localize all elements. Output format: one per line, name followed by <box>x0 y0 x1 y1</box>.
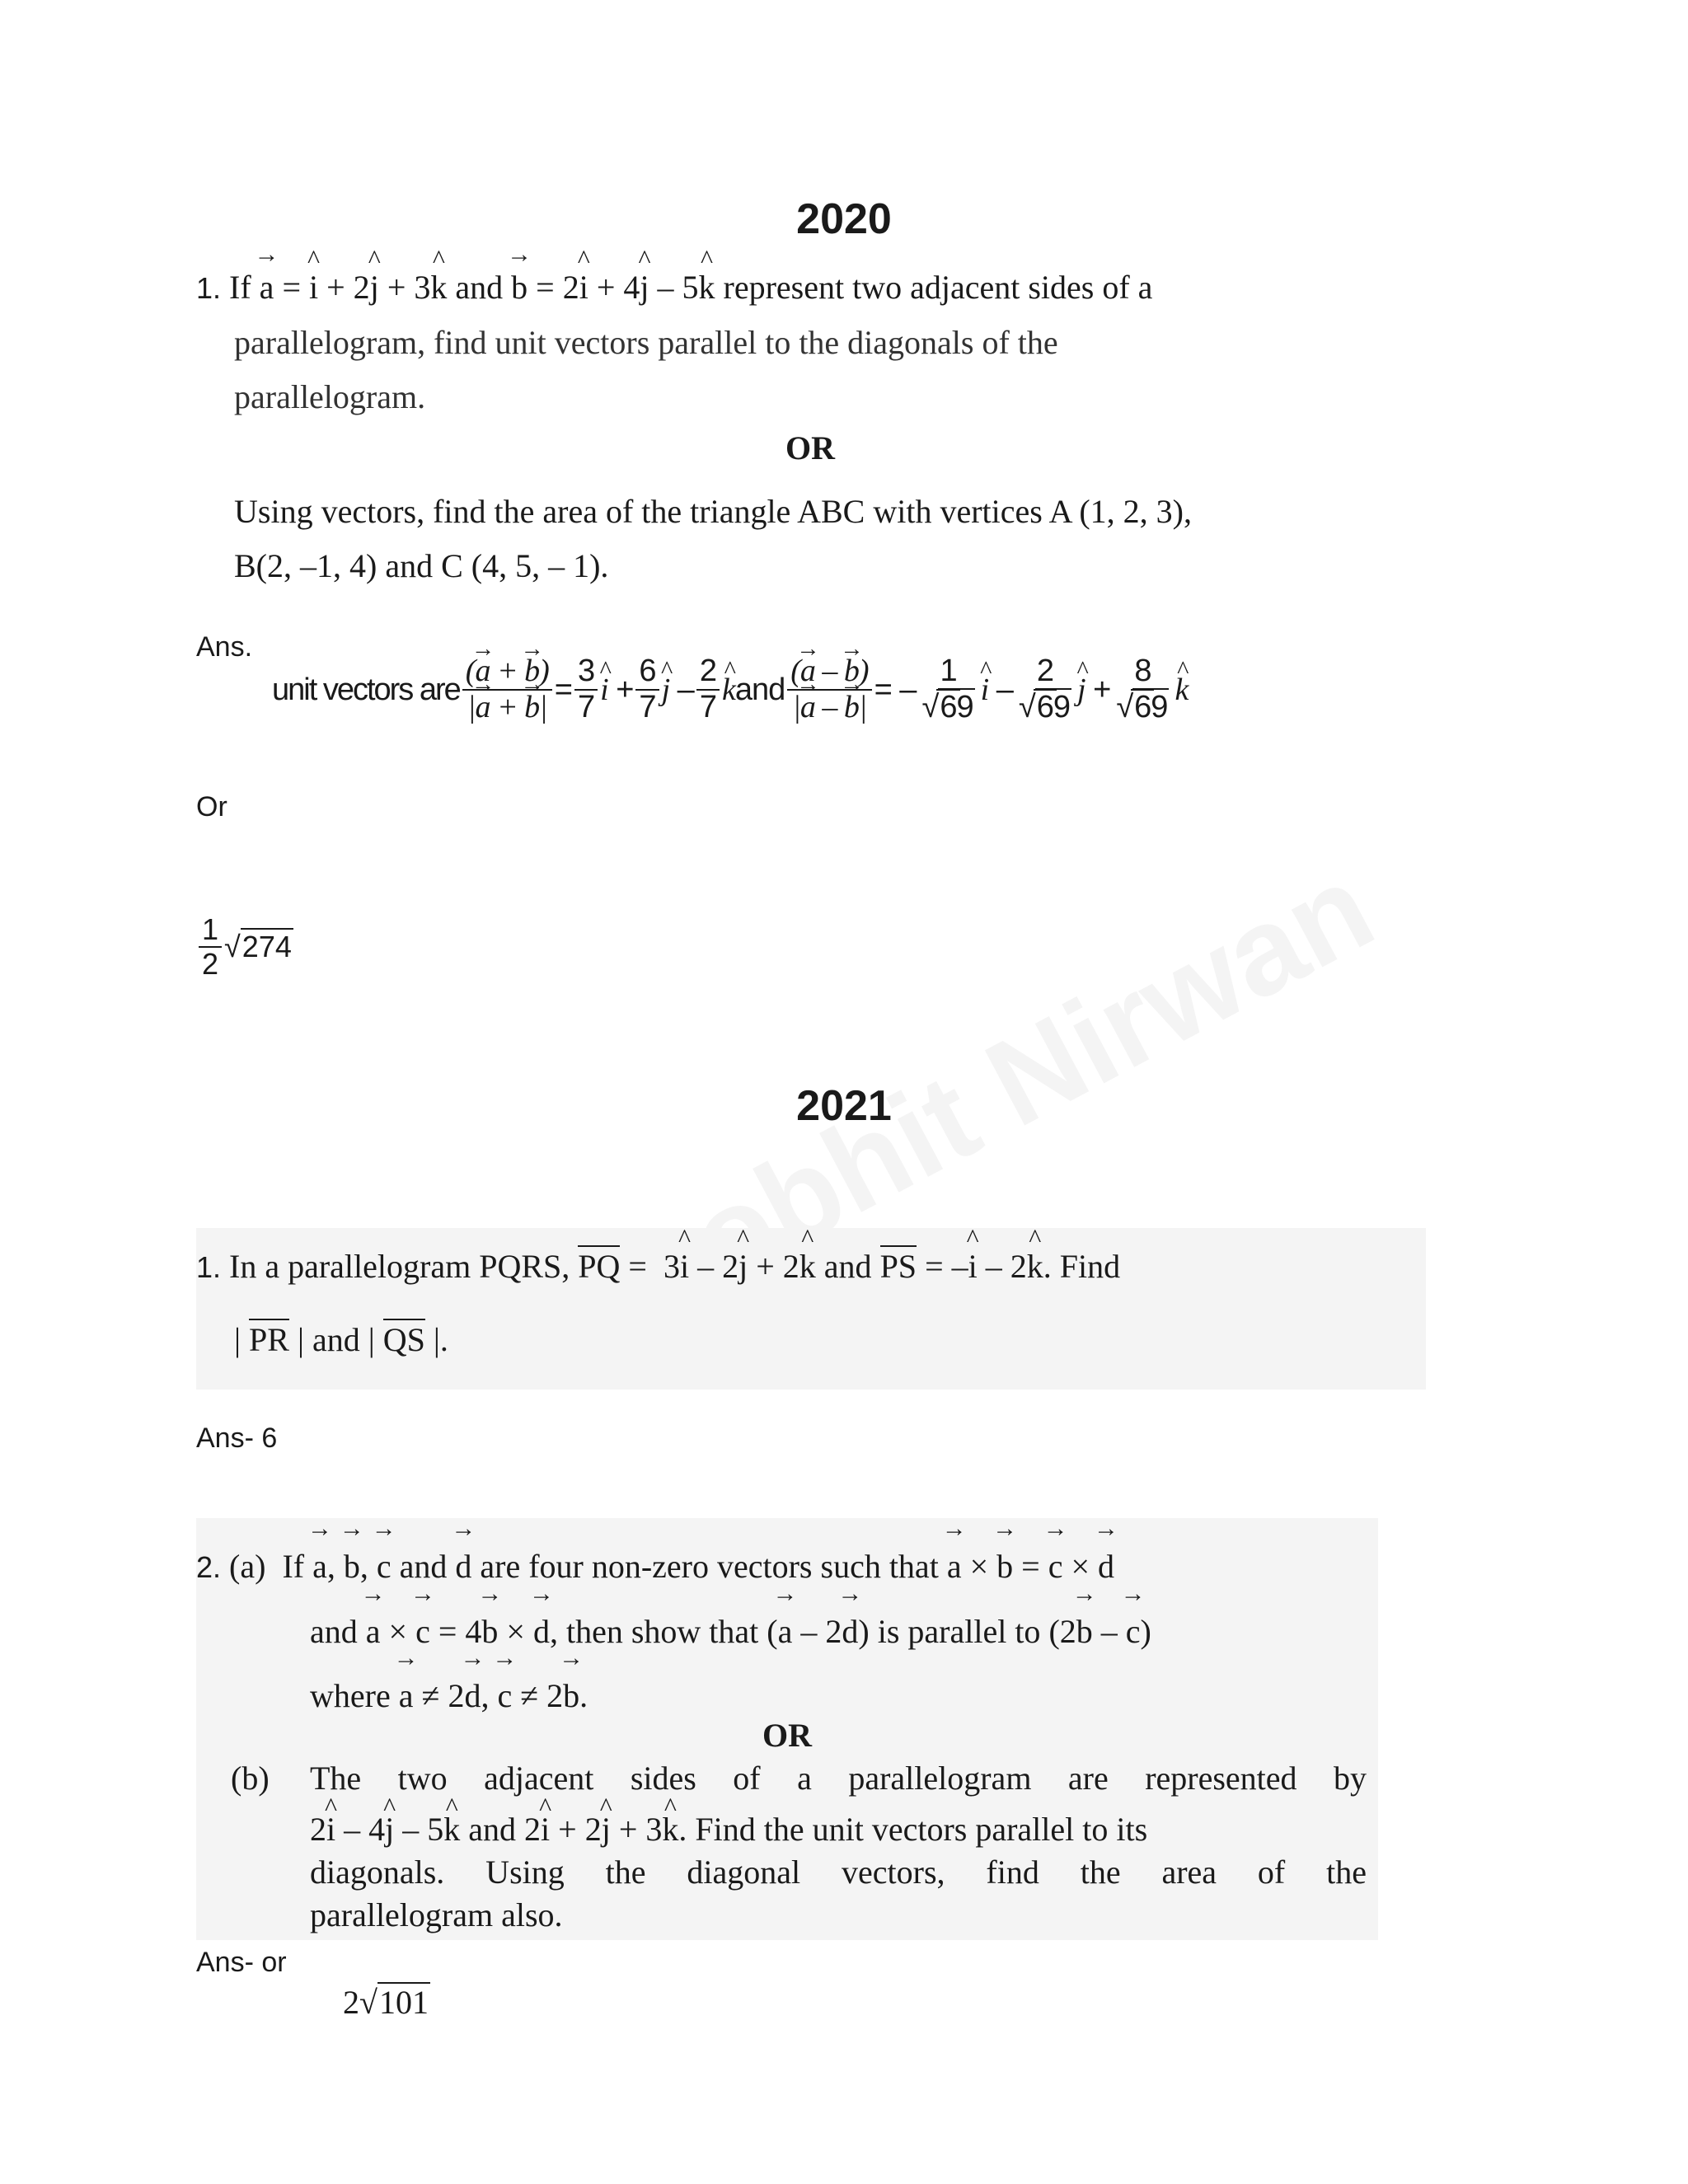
equation: = 3^ i – 2^ j + 2^ k <box>628 1248 815 1285</box>
question-text: where <box>310 1677 391 1714</box>
or-divider: OR <box>762 1717 812 1754</box>
fraction: $\frac{2}{√69}$ <box>1018 654 1070 724</box>
equation-b: → b = 2^ i + 4^ j – 5^ k <box>511 269 715 306</box>
question-line: parallelogram. <box>234 378 426 415</box>
and-word: and <box>312 1321 360 1358</box>
answer-area <box>196 913 293 980</box>
question-text: and <box>455 269 504 306</box>
vector-list: → a, → b, → c and → d <box>312 1548 471 1585</box>
answer-area: 2√101 <box>343 1984 429 2021</box>
question-text: The two adjacent sides of a parallelogram are represented by <box>310 1760 1367 1797</box>
question-line <box>196 1600 1367 1664</box>
equation: (→ a – 2→ d) <box>767 1613 869 1650</box>
year-heading-2021: 2021 <box>796 1082 892 1130</box>
question-text: Find <box>1059 1248 1121 1285</box>
question-number: 2. <box>196 1550 222 1584</box>
question-line: B(2, –1, 4) and C (4, 5, – 1). <box>234 547 609 584</box>
question-2020-1 <box>196 260 1424 424</box>
or-divider: OR <box>785 429 835 466</box>
question-line: Using vectors, find the area of the triangle ABC with vertices A (1, 2, 3), <box>234 493 1192 530</box>
question-line <box>196 260 1424 316</box>
vector-pq: PQ <box>578 1245 620 1283</box>
question-line: | PR | and | QS |. <box>196 1313 1426 1367</box>
fraction: $\frac{8}{√69}$ <box>1116 654 1168 724</box>
question-line: parallelogram also. <box>310 1896 563 1933</box>
question-2021-2b <box>196 1757 1367 1937</box>
question-line <box>196 1240 1426 1295</box>
question-number: 1. <box>196 1250 222 1284</box>
question-text: then show that <box>565 1613 759 1650</box>
question-line <box>196 1808 1367 1851</box>
vector-ps: PS <box>880 1245 917 1283</box>
question-text: If <box>282 1548 305 1585</box>
question-2021-1 <box>196 1228 1426 1390</box>
question-text: is parallel to <box>877 1613 1041 1650</box>
and-word: and <box>734 672 785 707</box>
answer-unit-vectors: unit vectors are $\frac{(\to a + \to b)}{|\to a + \to b|}$ = $\frac{3}{7}$ ^ i + $\frac{6}{7}$ ^ j – $\frac{2}{7}$ ^ k and $\frac{(\to a - \to b)}{|\to a - \to b|}$ = – $\frac{1}{√69}$ ^ i – $\frac{2}{√69}$ ^ j + $\frac{8}{√69}$ ^ k <box>272 628 1188 752</box>
fraction: $\frac{6}{7}$ <box>635 654 659 725</box>
question-text: If <box>229 269 251 306</box>
fraction: $\frac{(\to a + \to b)}{|\to a + \to b|}$ <box>462 654 552 725</box>
answer-label: Ans- or <box>196 1947 287 1978</box>
equation: and → a × → c = 4→ b × → d, <box>310 1613 558 1650</box>
fraction: $\frac{2}{7}$ <box>696 654 720 725</box>
fraction: $\frac{1}{2}$ <box>199 913 222 980</box>
question-text: represent two adjacent sides of a <box>723 269 1153 306</box>
part-label: (b) <box>231 1760 270 1797</box>
vector-pr: PR <box>249 1319 289 1357</box>
answer-label: Ans- 6 <box>196 1422 278 1454</box>
square-root: √274 <box>224 929 292 963</box>
equation-a: → a = ^ i + 2^ j + 3^ k <box>260 269 448 306</box>
equation: → a × → b = → c × → d <box>947 1548 1114 1585</box>
equation: = –^ i – 2^ k. <box>925 1248 1052 1285</box>
question-text: are four non-zero vectors such that <box>480 1548 939 1585</box>
equation: 2^ i – 4^ j – 5^ k and 2^ i + 2^ j + 3^ k. <box>310 1811 687 1848</box>
fraction: $\frac{3}{7}$ <box>574 654 598 725</box>
answer-lead: unit vectors are <box>272 672 460 707</box>
question-number: 1. <box>196 271 222 305</box>
or-label: Or <box>196 791 227 823</box>
equation: (2→ b – → c) <box>1048 1613 1151 1650</box>
fraction: $\frac{(\to a - \to b)}{|\to a - \to b|}$ <box>787 654 871 725</box>
question-2020-1-alt <box>234 485 1424 593</box>
year-heading-2020: 2020 <box>796 195 892 243</box>
answer-label: Ans. <box>196 631 253 663</box>
question-line: parallelogram, find unit vectors parallel to the diagonals of the <box>234 324 1058 361</box>
question-line: diagonals. Using the diagonal vectors, find the area of the <box>310 1854 1367 1891</box>
question-line <box>196 1757 1367 1800</box>
and-word: and <box>823 1248 872 1285</box>
equation: → a ≠ 2→ d, → c ≠ 2→ b. <box>399 1677 588 1714</box>
square-root: √101 <box>359 1984 429 2021</box>
vector-qs: QS <box>383 1319 425 1357</box>
fraction: $\frac{1}{√69}$ <box>921 654 973 724</box>
part-label: (a) <box>229 1548 266 1585</box>
question-text: In a parallelogram PQRS, <box>229 1248 570 1285</box>
question-text: Find the unit vectors parallel to its <box>695 1811 1148 1848</box>
question-2021-2a <box>196 1535 1367 1728</box>
